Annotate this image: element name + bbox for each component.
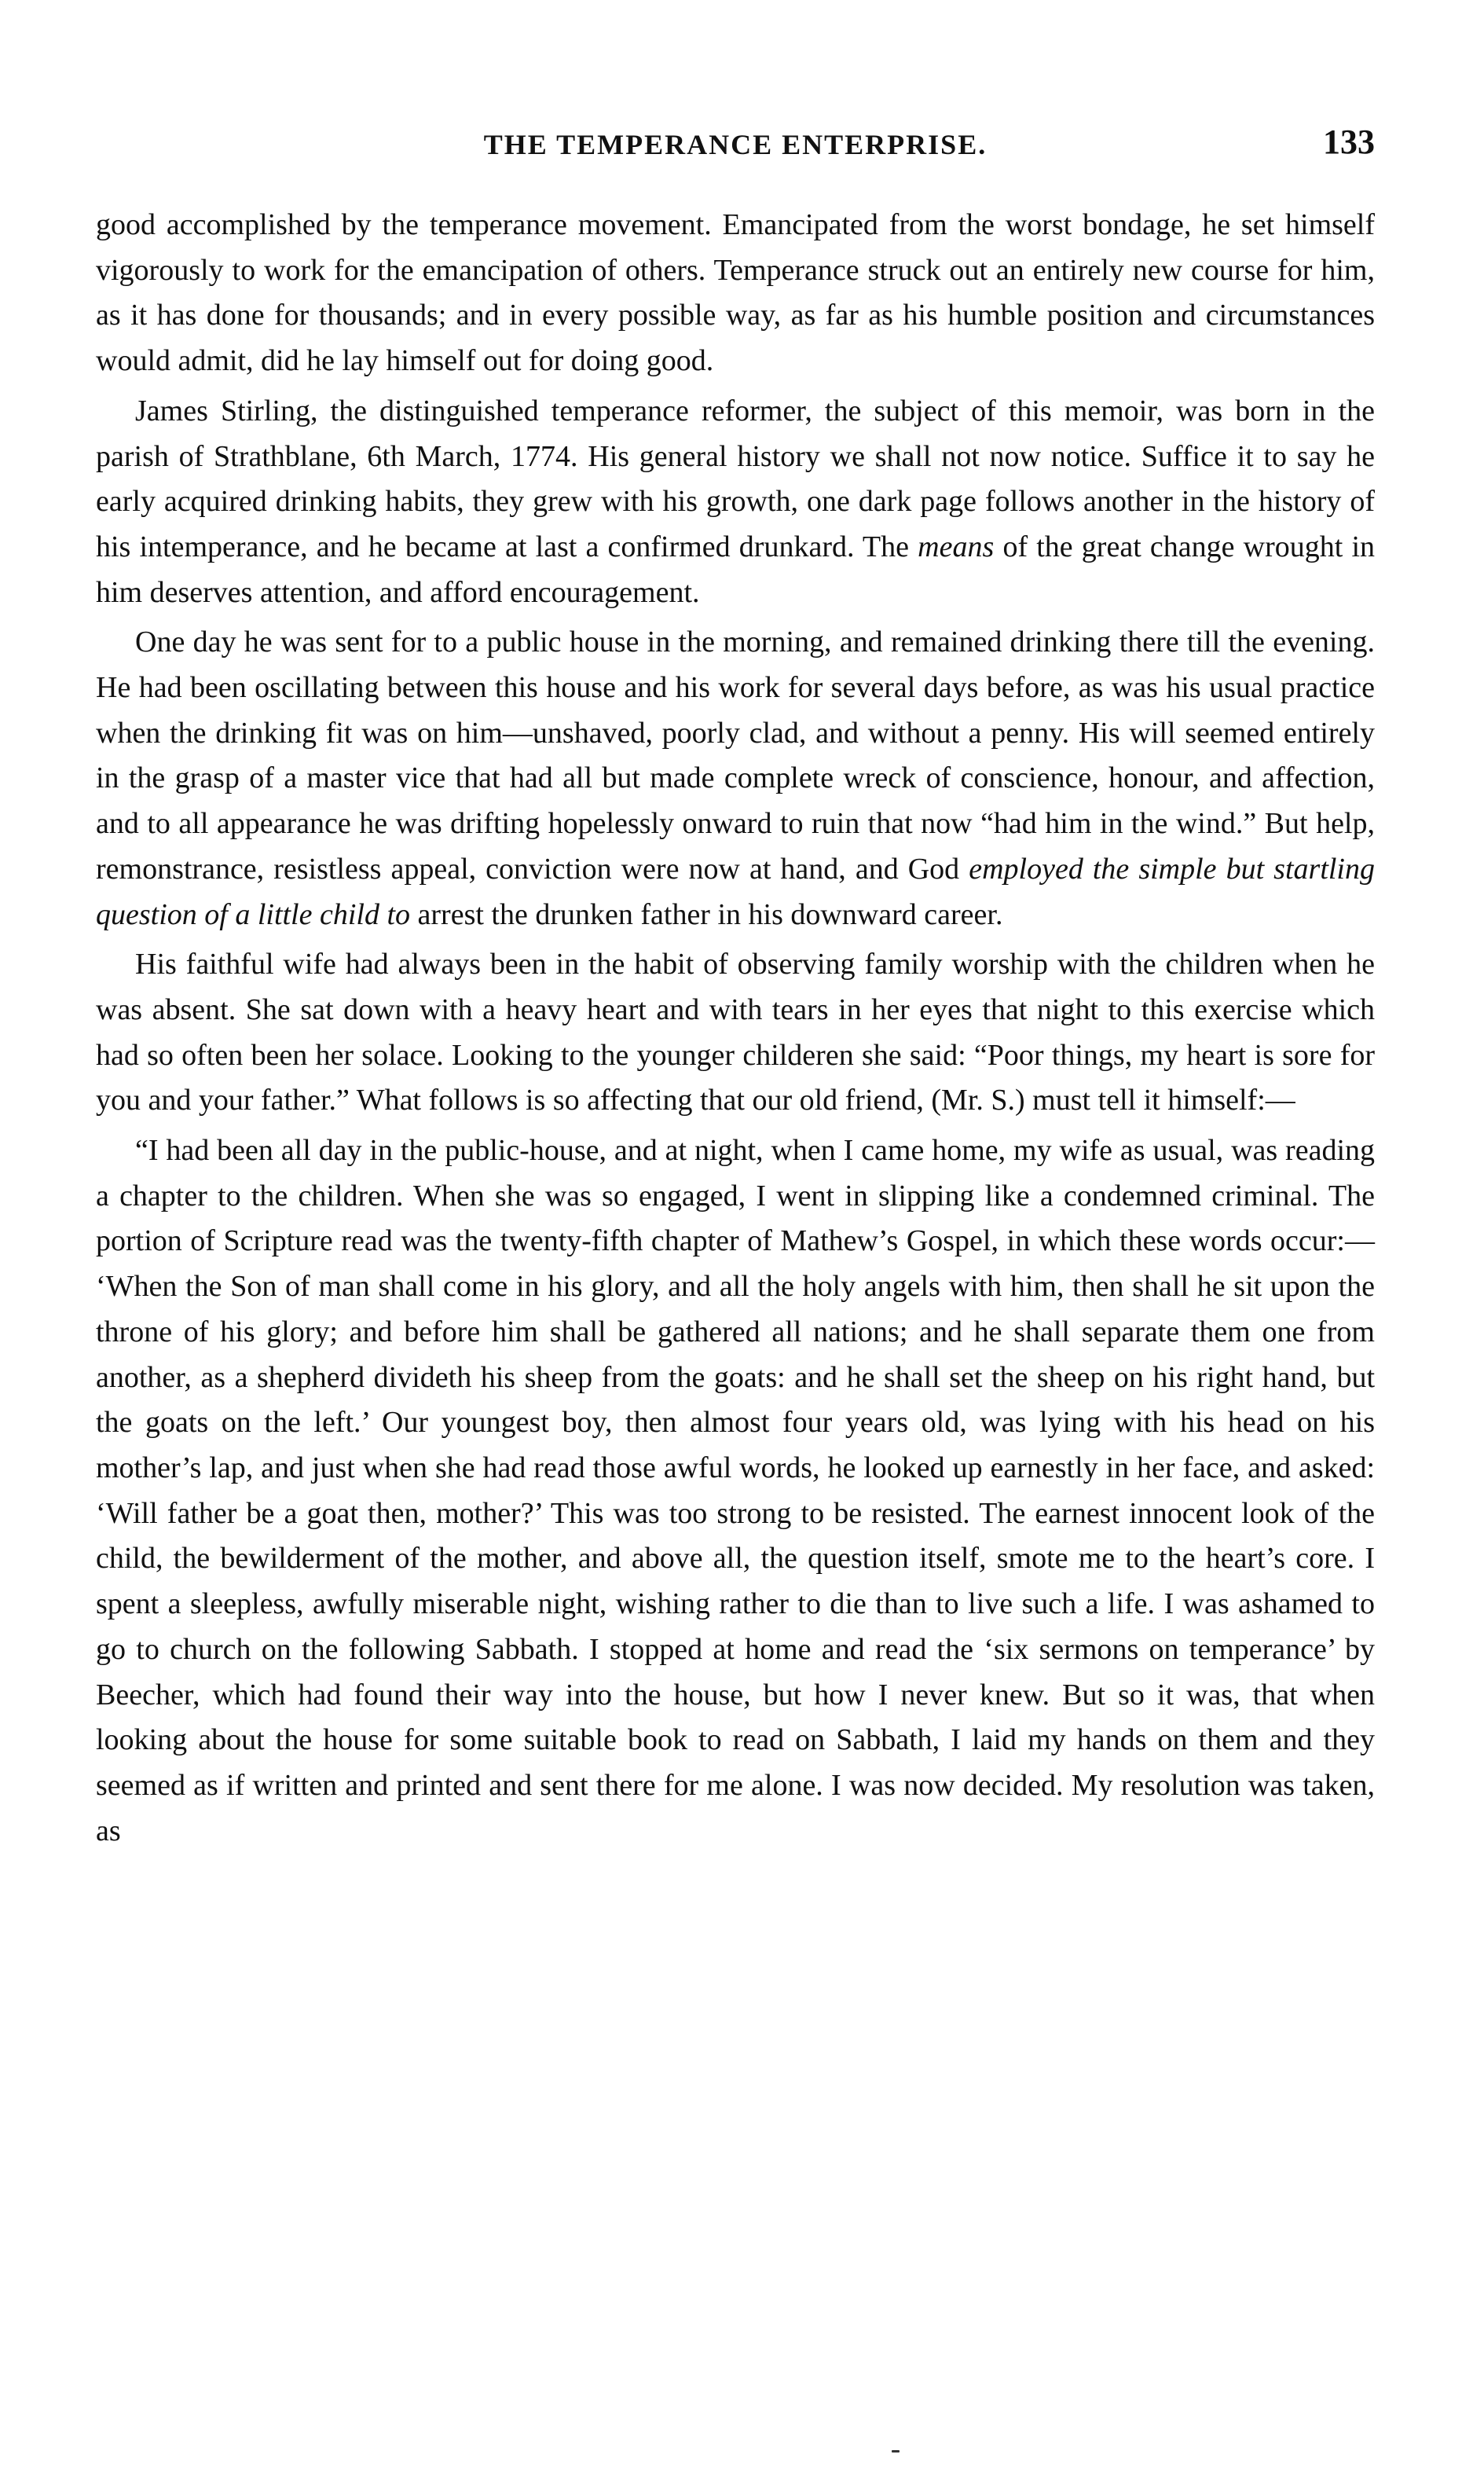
paragraph-continuation: good accomplished by the temperance movement. Emancipated from the worst bondage, he set himself vigorously to work for the emancipation of others. Temperance struck out an entirely new course for him, as it has done for thousands; and in every possible way, as far as his humble position and circumstances would admit, did he lay himself out for doing good. — [96, 208, 1375, 378]
italic-text: means — [918, 530, 995, 563]
running-head — [96, 123, 1375, 175]
paragraph-text: One day he was sent for to a public house in the morning, and remained drinking there till the evening. He had been oscillating between this house and his work for several days before, as was his usual practice when the drinking fit was on him—unshaved, poorly clad, and without a penny. His will seemed entirely in the grasp of a master vice that had all but made complete wreck of conscience, honour, and affection, and to all appearance he was drifting hopelessly onward to ruin that now “had him in the wind.” But help, remonstrance, resistless appeal, conviction were now at hand, and God — [96, 626, 1375, 886]
paragraph-text: James Stirling, the distinguished temperance reformer, the subject of this memoir, was born in the parish of Strathblane, 6th March, 1774. His general history we shall not now notice. Suffice it to say he early acquired drinking habits, they grew with his growth, one dark page follows another in the history of his intemperance, and he became at last a confirmed drunkard. The — [96, 394, 1375, 563]
running-title: THE TEMPERANCE ENTERPRISE. — [483, 129, 988, 160]
paragraph-quoted-account: “I had been all day in the public-house, and at night, when I came home, my wife as usual, was reading a chapter to the children. When she was so engaged, I went in slipping like a condemned criminal. The portion of Scripture read was the twenty-fifth chapter of Mathew’s Gospel, in which these words occur:— ‘When the Son of man shall come in his glory, and all the holy angels with him, then shall he sit upon the throne of his glory; and before him shall be gathered all nations; and he shall separate them one from another, as a shepherd divideth his sheep from the goats: and he shall set the sheep on his right hand, but the goats on the left.’ Our youngest boy, then almost four years old, was lying with his head on his mother’s lap, and just when she had read those awful words, he looked up earnestly in her face, and asked: ‘Will father be a goat then, mother?’ This was too strong to be resisted. The earnest innocent look of the child, the bewilderment of the mother, and above all, the question itself, smote me to the heart’s core. I spent a sleepless, awfully miserable night, wishing rather to die than to live such a life. I was ashamed to go to church on the following Sabbath. I stopped at home and read the ‘six sermons on temperance’ by Beecher, which had found their way into the house, but how I never knew. But so it was, that when looking about the house for some suitable book to read on Sabbath, I laid my hands on them and they seemed as if written and printed and sent there for me alone. I was now decided. My resolution was taken, as — [96, 1134, 1375, 1847]
italic-text: employed the simple but startling question of a little child to — [96, 852, 1375, 931]
paragraph-text: arrest the drunken father in his downward career. — [417, 897, 1003, 931]
paragraph-stirling-biography — [96, 389, 1375, 616]
print-mark — [892, 2450, 900, 2452]
paragraph-public-house — [96, 620, 1375, 937]
paragraph-family-worship: His faithful wife had always been in the habit of observing family worship with the children when he was absent. She sat down with a heavy heart and with tears in her eyes that night to this exercise which had so often been her solace. Looking to the younger childeren she said: “Poor things, my heart is sore for you and your father.” What follows is so affecting that our old friend, (Mr. S.) must tell it himself:— — [96, 948, 1375, 1117]
paragraph-text: of the great change wrought in him deserves attention, and afford encouragement. — [96, 530, 1376, 609]
page-number: 133 — [1323, 123, 1375, 161]
body-text — [96, 203, 1375, 1858]
